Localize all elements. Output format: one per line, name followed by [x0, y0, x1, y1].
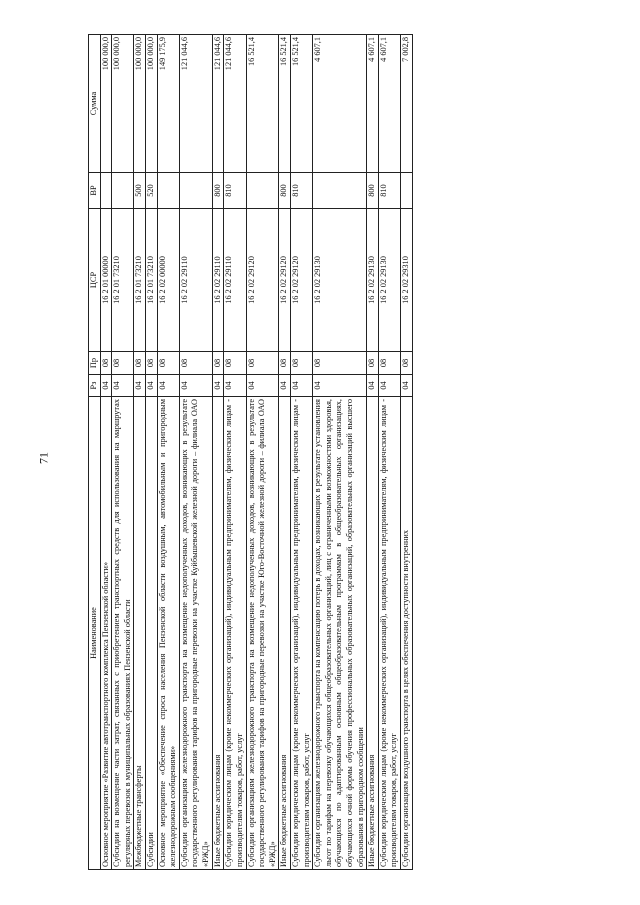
row-csr-cell: 16 2 02 29130 [313, 209, 367, 352]
header-rz: Рз [89, 375, 101, 397]
row-csr-cell: 16 2 02 29120 [290, 209, 312, 352]
row-rz-cell: 04 [146, 375, 158, 397]
row-rz-cell: 04 [100, 375, 112, 397]
row-name-cell: Субсидии организациям железнодорожного транспорта на возмещение недополученных доходов, возникающих в результате государственного регулирования тарифов на пригородные перевозки на участке Куйбышевской железной дороги – филиала ОАО «РЖД» [179, 397, 212, 870]
row-name-cell: Субсидии юридическим лицам (кроме некоммерческих организаций), индивидуальным предпринимателям, физическим лицам - производителям товаров, работ, услуг [290, 397, 312, 870]
row-vr-cell: 800 [212, 173, 224, 209]
row-csr-cell: 16 2 02 29130 [367, 209, 379, 352]
row-rz-cell: 04 [157, 375, 179, 397]
row-csr-cell: 16 2 02 29110 [179, 209, 212, 352]
row-vr-cell [179, 173, 212, 209]
row-pr-cell: 08 [134, 352, 146, 375]
row-vr-cell [100, 173, 112, 209]
row-csr-cell: 16 2 01 73210 [134, 209, 146, 352]
row-pr-cell: 08 [212, 352, 224, 375]
row-csr-cell: 16 2 02 29110 [224, 209, 246, 352]
row-rz-cell: 04 [279, 375, 291, 397]
row-csr-cell: 16 2 02 29120 [279, 209, 291, 352]
row-sum-cell: 121 044,6 [224, 35, 246, 173]
row-pr-cell: 08 [146, 352, 158, 375]
row-sum-cell: 100 000,0 [146, 35, 158, 173]
table-header-row [89, 35, 101, 870]
row-vr-cell: 520 [146, 173, 158, 209]
table-row [112, 35, 134, 870]
row-name-cell: Межбюджетные трансферты [134, 397, 146, 870]
row-vr-cell: 800 [367, 173, 379, 209]
row-csr-cell: 16 2 02 00000 [157, 209, 179, 352]
table-row [367, 35, 379, 870]
table-row [224, 35, 246, 870]
row-name-cell: Субсидии юридическим лицам (кроме некоммерческих организаций), индивидуальным предпринимателям, физическим лицам - производителям товаров, работ, услуг [224, 397, 246, 870]
table-row [279, 35, 291, 870]
row-rz-cell: 04 [212, 375, 224, 397]
row-csr-cell: 16 2 01 00000 [100, 209, 112, 352]
row-rz-cell: 04 [224, 375, 246, 397]
row-sum-cell: 16 521,4 [246, 35, 279, 173]
table-row [134, 35, 146, 870]
rotated-page-content [88, 35, 413, 870]
row-name-cell: Основное мероприятие «Обеспечение спроса населения Пензенской области воздушным, автомобильным и пригородным железнодорожным сообщениями» [157, 397, 179, 870]
header-name: Наименование [89, 397, 101, 870]
table-row [401, 35, 413, 870]
row-name-cell: Основное мероприятие «Развитие автотранспортного комплекса Пензенской области» [100, 397, 112, 870]
row-vr-cell [112, 173, 134, 209]
row-vr-cell: 810 [224, 173, 246, 209]
row-name-cell: Иные бюджетные ассигнования [212, 397, 224, 870]
row-pr-cell: 08 [313, 352, 367, 375]
row-name-cell: Субсидии организациям воздушного транспорта в целях обеспечения доступности внутренних [401, 397, 413, 870]
row-rz-cell: 04 [179, 375, 212, 397]
table-row [212, 35, 224, 870]
row-pr-cell: 08 [378, 352, 400, 375]
row-csr-cell: 16 2 02 29310 [401, 209, 413, 352]
row-name-cell: Иные бюджетные ассигнования [367, 397, 379, 870]
row-rz-cell: 04 [134, 375, 146, 397]
row-csr-cell: 16 2 01 73210 [146, 209, 158, 352]
row-vr-cell: 500 [134, 173, 146, 209]
table-row [146, 35, 158, 870]
row-sum-cell: 100 000,0 [100, 35, 112, 173]
row-rz-cell: 04 [290, 375, 312, 397]
row-csr-cell: 16 2 02 29130 [378, 209, 400, 352]
row-rz-cell: 04 [378, 375, 400, 397]
row-vr-cell [313, 173, 367, 209]
table-row [179, 35, 212, 870]
row-vr-cell [401, 173, 413, 209]
table-row [313, 35, 367, 870]
row-sum-cell: 16 521,4 [279, 35, 291, 173]
row-rz-cell: 04 [112, 375, 134, 397]
row-vr-cell: 810 [378, 173, 400, 209]
row-pr-cell: 08 [100, 352, 112, 375]
row-name-cell: Иные бюджетные ассигнования [279, 397, 291, 870]
row-vr-cell: 800 [279, 173, 291, 209]
row-rz-cell: 04 [367, 375, 379, 397]
row-sum-cell: 121 044,6 [212, 35, 224, 173]
row-sum-cell: 121 044,6 [179, 35, 212, 173]
table-row [246, 35, 279, 870]
row-rz-cell: 04 [246, 375, 279, 397]
row-csr-cell: 16 2 02 29110 [212, 209, 224, 352]
row-csr-cell: 16 2 02 29120 [246, 209, 279, 352]
row-pr-cell: 08 [246, 352, 279, 375]
row-name-cell: Субсидии на возмещение части затрат, связанных с приобретением транспортных средств для использования на маршрутах регулярных перевозок в муниципальных образованиях Пензенской области [112, 397, 134, 870]
row-rz-cell: 04 [313, 375, 367, 397]
row-sum-cell: 4 607,1 [313, 35, 367, 173]
row-name-cell: Субсидии юридическим лицам (кроме некоммерческих организаций), индивидуальным предпринимателям, физическим лицам - производителям товаров, работ, услуг [378, 397, 400, 870]
row-pr-cell: 08 [157, 352, 179, 375]
header-pr: Пр [89, 352, 101, 375]
row-vr-cell [157, 173, 179, 209]
header-sum: Сумма [89, 35, 101, 173]
row-vr-cell [246, 173, 279, 209]
row-rz-cell: 04 [401, 375, 413, 397]
row-sum-cell: 16 521,4 [290, 35, 312, 173]
header-csr: ЦСР [89, 209, 101, 352]
table-row [157, 35, 179, 870]
page-number: 71 [36, 452, 51, 464]
row-sum-cell: 149 175,9 [157, 35, 179, 173]
table-row [290, 35, 312, 870]
table-row [100, 35, 112, 870]
row-name-cell: Субсидии организациям железнодорожного транспорта на компенсацию потерь в доходах, возникающих в результате установления льгот по тарифам на перевозку обучающихся общеобразовательных организаций, лиц с ограниченными возможностями здоровья, обучающихся по адаптированным основным общеобразовательным программам в общеобразовательных организациях, обучающихся очной формы обучения профессиональных образовательных организаций, образовательных организаций высшего образования в пригородном сообщении [313, 397, 367, 870]
row-sum-cell: 4 607,1 [378, 35, 400, 173]
row-sum-cell: 7 002,8 [401, 35, 413, 173]
row-sum-cell: 4 607,1 [367, 35, 379, 173]
row-pr-cell: 08 [279, 352, 291, 375]
row-pr-cell: 08 [224, 352, 246, 375]
row-name-cell: Субсидии [146, 397, 158, 870]
table-row [378, 35, 400, 870]
row-pr-cell: 08 [367, 352, 379, 375]
row-pr-cell: 08 [401, 352, 413, 375]
budget-table [88, 34, 413, 870]
row-name-cell: Субсидии организациям железнодорожного транспорта на возмещение недополученных доходов, возникающих в результате государственного регулирования тарифов на пригородные перевозки на участке Юго-Восточной железной дороги – филиала ОАО «РЖД» [246, 397, 279, 870]
row-pr-cell: 08 [179, 352, 212, 375]
header-vr: ВР [89, 173, 101, 209]
row-pr-cell: 08 [290, 352, 312, 375]
row-pr-cell: 08 [112, 352, 134, 375]
row-sum-cell: 100 000,0 [112, 35, 134, 173]
row-csr-cell: 16 2 01 73210 [112, 209, 134, 352]
row-vr-cell: 810 [290, 173, 312, 209]
row-sum-cell: 100 000,0 [134, 35, 146, 173]
table-body [100, 35, 412, 870]
